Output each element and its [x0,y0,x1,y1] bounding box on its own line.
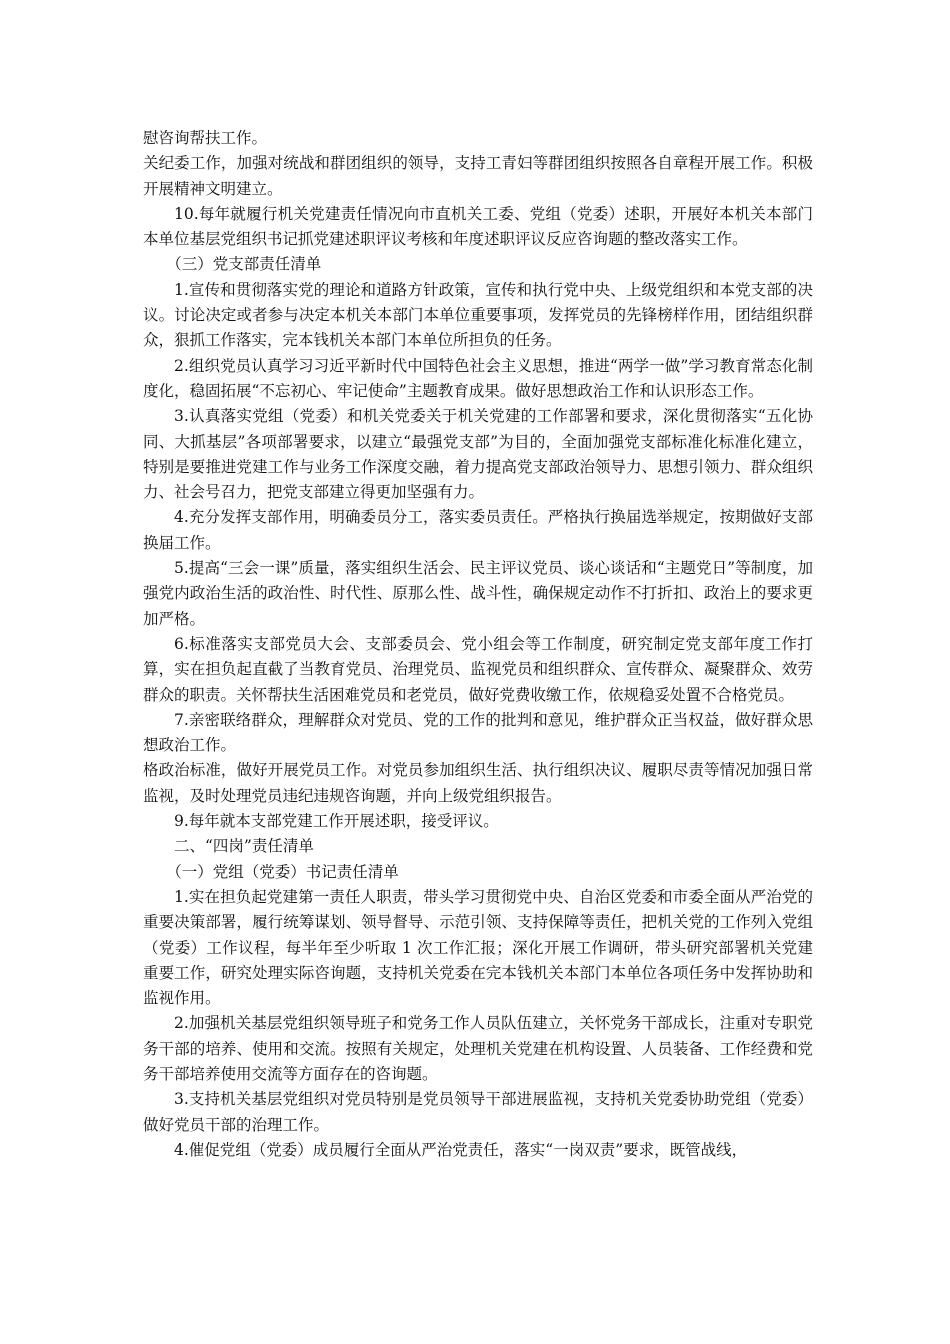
body-paragraph: 5.提高“三会一课”质量，落实组织生活会、民主评议党员、谈心谈话和“主题党日”等制度，加强党内政治生活的政治性、时代性、原那么性、战斗性，确保规定动作不打折扣、政治上的要求更加严格。 [143,559,813,628]
body-paragraph: 关纪委工作，加强对统战和群团组织的领导，支持工青妇等群团组织按照各自章程开展工作。积极开展精神文明建立。 [143,154,813,198]
body-paragraph: 二、“四岗”责任清单 [174,837,314,856]
body-paragraph: 9.每年就本支部党建工作开展述职，接受评议。 [174,812,499,831]
body-paragraph: 慰咨询帮扶工作。 [143,129,268,147]
body-paragraph: 4.充分发挥支部作用，明确委员分工，落实委员责任。严格执行换届选举规定，按期做好支部换届工作。 [143,508,813,552]
body-paragraph: 10.每年就履行机关党建责任情况向市直机关工委、党组（党委）述职，开展好本机关本部门本单位基层党组织书记抓党建述职评议考核和年度述职评议反应咨询题的整改落实工作。 [143,204,813,249]
body-paragraph: 3.支持机关基层党组织对党员特别是党员领导干部进展监视，支持机关党委协助党组（党委）做好党员干部的治理工作。 [143,1090,813,1134]
section-heading: （一）党组（党委）书记责任清单 [166,862,399,881]
body-paragraph: 6.标准落实支部党员大会、支部委员会、党小组会等工作制度，研究制定党支部年度工作打算，实在担负起直截了当教育党员、治理党员、监视党员和组织群众、宣传群众、凝聚群众、效劳群众的职责。关怀帮扶生活困难党员和老党员，做好党费收缴工作，依规稳妥处置不合格党员。 [143,634,813,704]
body-paragraph: 2.加强机关基层党组织领导班子和党务工作人员队伍建立，关怀党务干部成长，注重对专职党务干部的培养、使用和交流。按照有关规定，处理机关党建在机构设置、人员装备、工作经费和党务干部培养使用交流等方面存在的咨询题。 [143,1014,813,1083]
body-paragraph: 4.催促党组（党委）成员履行全面从严治党责任，落实“一岗双责”要求，既管战线， [174,1140,748,1159]
body-paragraph: 1.实在担负起党建第一责任人职责，带头学习贯彻党中央、自治区党委和市委全面从严治党的重要决策部署，履行统筹谋划、领导督导、示范引领、支持保障等责任，把机关党的工作列入党组（党委）工作议程，每半年至少听取 1 次工作汇报；深化开展工作调研，带头研究部署机关党建重要工作，研究处理实际咨询题，支持机关党委在完本钱机关本部门本单位各项任务中发挥协助和监视作用。 [143,887,813,1008]
section-heading: （三）党支部责任清单 [166,255,322,274]
body-paragraph: 3.认真落实党组（党委）和机关党委关于机关党建的工作部署和要求，深化贯彻落实“五化协同、大抓基层”各项部署要求，以建立“最强党支部”为目的，全面加强党支部标准化标准化建立，特别是要推进党建工作与业务工作深度交融，着力提高党支部政治领导力、思想引领力、群众组织力、社会号召力，把党支部建立得更加坚强有力。 [143,407,813,502]
document-body [143,126,813,1163]
body-paragraph: 1.宣传和贯彻落实党的理论和道路方针政策，宣传和执行党中央、上级党组织和本党支部的决议。讨论决定或者参与决定本机关本部门本单位重要事项，发挥党员的先锋榜样作用，团结组织群众，狠抓工作落实，完本钱机关本部门本单位所担负的任务。 [143,280,813,350]
body-paragraph: 2.组织党员认真学习习近平新时代中国特色社会主义思想，推进“两学一做”学习教育常态化制度化，稳固拓展“不忘初心、牢记使命”主题教育成果。做好思想政治工作和认识形态工作。 [143,356,813,400]
body-paragraph: 格政治标准，做好开展党员工作。对党员参加组织生活、执行组织决议、履职尽责等情况加强日常监视，及时处理党员违纪违规咨询题，并向上级党组织报告。 [143,761,813,805]
body-paragraph: 7.亲密联络群众，理解群众对党员、党的工作的批判和意见，维护群众正当权益，做好群众思想政治工作。 [143,710,813,755]
